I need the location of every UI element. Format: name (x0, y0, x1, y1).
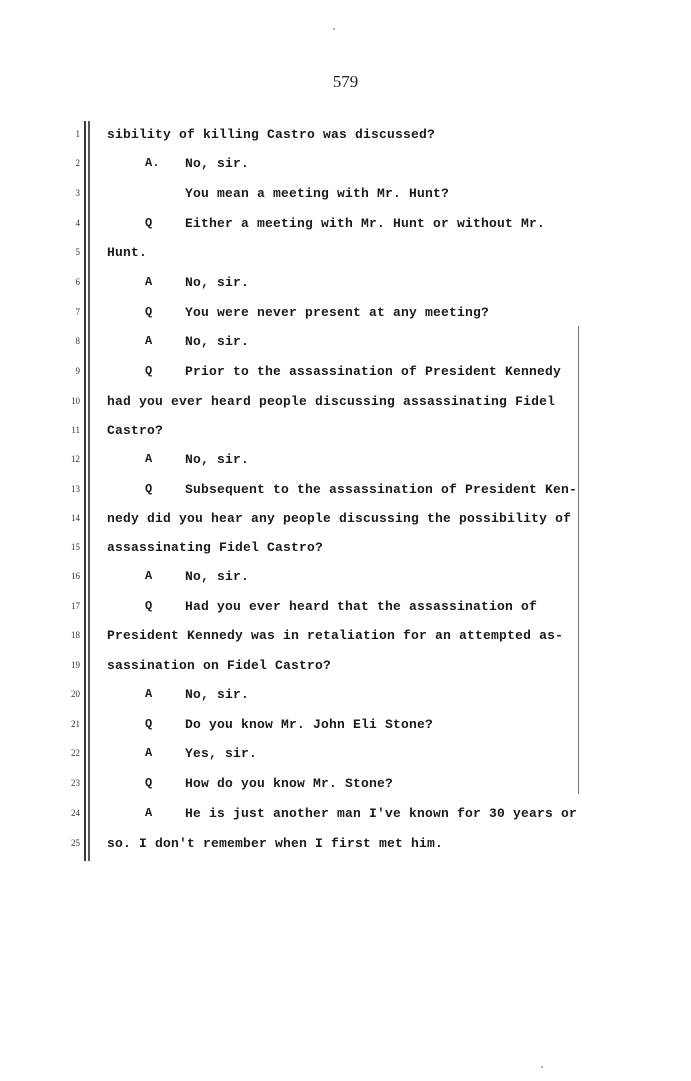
speaker-marker: Q (145, 776, 153, 790)
transcript-line (0, 482, 691, 504)
transcript-line (0, 364, 691, 386)
line-number: 18 (71, 630, 80, 640)
line-text: You were never present at any meeting? (185, 305, 490, 320)
line-text: Castro? (107, 423, 164, 438)
line-text: so. I don't remember when I first met him. (107, 836, 444, 851)
transcript-line (0, 628, 691, 650)
transcript-line (0, 423, 691, 445)
transcript-line (0, 186, 691, 208)
transcript-line (0, 776, 691, 798)
line-number: 10 (71, 396, 80, 406)
line-number: 16 (71, 571, 80, 581)
line-text: He is just another man I've known for 30 years or (185, 806, 578, 821)
line-text: No, sir. (185, 334, 250, 349)
line-number: 20 (71, 689, 80, 699)
line-text: No, sir. (185, 452, 250, 467)
line-text: President Kennedy was in retaliation for an attempted as- (107, 628, 564, 643)
speaker-marker: Q (145, 482, 153, 496)
line-text: No, sir. (185, 569, 250, 584)
transcript-line (0, 746, 691, 768)
line-number: 9 (75, 366, 80, 376)
line-text: Hunt. (107, 245, 148, 260)
line-number: 7 (75, 307, 80, 317)
transcript-line (0, 569, 691, 591)
speaker-marker: A. (145, 156, 160, 170)
line-number: 23 (71, 778, 80, 788)
line-number: 5 (75, 247, 80, 257)
speaker-marker: A (145, 746, 153, 760)
line-number: 15 (71, 542, 80, 552)
speaker-marker: A (145, 334, 153, 348)
transcript-line (0, 540, 691, 562)
line-number: 11 (71, 425, 80, 435)
speaker-marker: Q (145, 599, 153, 613)
line-number: 13 (71, 484, 80, 494)
line-text: Subsequent to the assassination of President Ken- (185, 482, 578, 497)
line-number: 12 (71, 454, 80, 464)
speaker-marker: A (145, 452, 153, 466)
line-text: nedy did you hear any people discussing the possibility of (107, 511, 572, 526)
line-number: 14 (71, 513, 80, 523)
transcript-line (0, 836, 691, 858)
line-number: 17 (71, 601, 80, 611)
line-text: Prior to the assassination of President Kennedy (185, 364, 562, 379)
transcript-line (0, 658, 691, 680)
scan-speck (541, 1066, 543, 1068)
line-number: 1 (75, 129, 80, 139)
line-number: 6 (75, 277, 80, 287)
transcript-line (0, 156, 691, 178)
transcript-line (0, 394, 691, 416)
line-text: No, sir. (185, 156, 250, 171)
transcript-line (0, 599, 691, 621)
line-text: How do you know Mr. Stone? (185, 776, 394, 791)
line-number: 19 (71, 660, 80, 670)
transcript-line (0, 245, 691, 267)
line-number: 25 (71, 838, 80, 848)
line-text: sibility of killing Castro was discussed? (107, 127, 436, 142)
speaker-marker: A (145, 806, 153, 820)
line-text: No, sir. (185, 687, 250, 702)
line-number: 8 (75, 336, 80, 346)
line-text: No, sir. (185, 275, 250, 290)
line-number: 22 (71, 748, 80, 758)
transcript-line (0, 275, 691, 297)
speaker-marker: Q (145, 216, 153, 230)
line-text: Had you ever heard that the assassination of (185, 599, 538, 614)
line-text: Yes, sir. (185, 746, 258, 761)
speaker-marker: Q (145, 717, 153, 731)
line-number: 24 (71, 808, 80, 818)
line-number: 2 (75, 158, 80, 168)
line-text: Either a meeting with Mr. Hunt or without Mr. (185, 216, 546, 231)
line-number: 3 (75, 188, 80, 198)
scan-speck (333, 28, 335, 30)
line-text: sassination on Fidel Castro? (107, 658, 332, 673)
transcript-line (0, 334, 691, 356)
transcript-line (0, 127, 691, 149)
transcript-line (0, 511, 691, 533)
transcript-line (0, 687, 691, 709)
transcript-line (0, 806, 691, 828)
speaker-marker: Q (145, 364, 153, 378)
speaker-marker: A (145, 275, 153, 289)
page-number: 579 (332, 72, 359, 91)
speaker-marker: Q (145, 305, 153, 319)
speaker-marker: A (145, 687, 153, 701)
line-number: 4 (75, 218, 80, 228)
transcript-line (0, 452, 691, 474)
line-number: 21 (71, 719, 80, 729)
line-text: You mean a meeting with Mr. Hunt? (185, 186, 450, 201)
transcript-line (0, 216, 691, 238)
transcript-line (0, 305, 691, 327)
line-text: assassinating Fidel Castro? (107, 540, 324, 555)
transcript-line (0, 717, 691, 739)
line-text: had you ever heard people discussing assassinating Fidel (107, 394, 556, 409)
line-text: Do you know Mr. John Eli Stone? (185, 717, 434, 732)
speaker-marker: A (145, 569, 153, 583)
